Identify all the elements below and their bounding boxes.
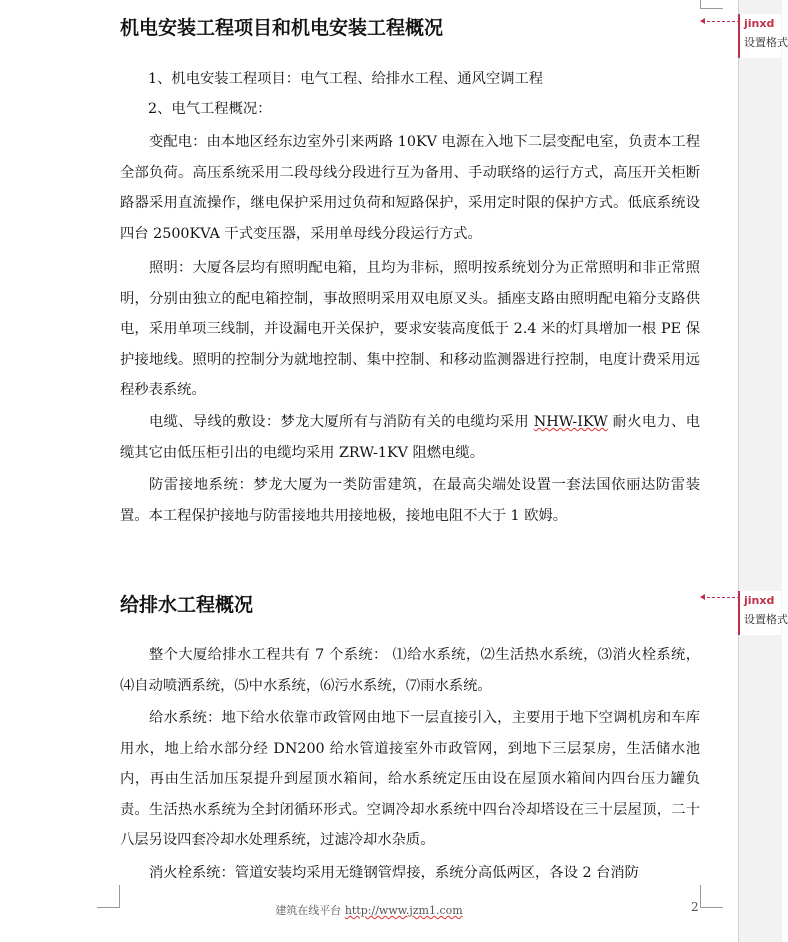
page-footer xyxy=(0,902,738,918)
cable-text-part1: 电缆、导线的敷设：梦龙大厦所有与消防有关的电缆均采用 xyxy=(149,414,534,430)
cable-text-part2: 耐火电力、电缆其它由低压柜引出的电缆均采用 ZRW-1KV 阻燃电缆。 xyxy=(120,414,701,461)
footer-site: 建筑在线平台 xyxy=(275,904,345,917)
markup-pane xyxy=(738,0,788,942)
paragraph-lighting[interactable]: 照明：大厦各层均有照明配电箱，且均为非标，照明按系统划分为正常照明和非正常照明，分别由独立的配电箱控制，事故照明采用双电原叉头。插座支路由照明配电箱分支路供电，采用单项三线制，并设漏电开关保护，要求安装高度低于 2.4 米的灯具增加一根 PE 保护接地线。照明的控制分为就地控制、集中控制、和移动监测器进行控制，电度计费采用远程秒表系统。 xyxy=(120,260,700,398)
footer-url[interactable]: http://www.jzm1.com xyxy=(344,904,463,917)
paragraph-fire-hydrant[interactable]: 消火栓系统：管道安装均采用无缝钢管焊接，系统分高低两区，各设 2 台消防 xyxy=(149,865,639,881)
comment-author: jinxd xyxy=(744,17,775,30)
crop-mark-top-right xyxy=(700,0,723,9)
comment-text: 设置格式 xyxy=(744,613,788,626)
paragraph-cables[interactable] xyxy=(120,407,700,468)
cable-code-spellcheck: NHW-IKW xyxy=(533,414,608,430)
comment-text: 设置格式 xyxy=(744,36,788,49)
comment-author: jinxd xyxy=(744,594,775,607)
paragraph-electrical-title[interactable]: 2、电气工程概况： xyxy=(148,101,272,117)
paragraph-lightning[interactable]: 防雷接地系统：梦龙大厦为一类防雷建筑，在最高尖端处设置一套法国依丽达防雷装置。本工程保护接地与防雷接地共用接地极，接地电阻不大于 1 欧姆。 xyxy=(120,477,700,524)
comment-balloon-2[interactable] xyxy=(738,591,788,635)
page-number: 2 xyxy=(691,900,699,914)
paragraph-substation[interactable]: 变配电：由本地区经东边室外引来两路 10KV 电源在入地下二层变配电室，负责本工程全部负荷。高压系统采用二段母线分段进行互为备用、手动联络的运行方式，高压开关柜断路器采用直流操作，继电保护采用过负荷和短路保护，采用定时限的保护方式。低底系统设四台 2500KVA 干式变压器，采用单母线分段运行方式。 xyxy=(120,134,700,242)
section-heading-mep[interactable]: 机电安装工程项目和机电安装工程概况 xyxy=(120,17,444,39)
section-heading-plumbing[interactable]: 给排水工程概况 xyxy=(120,594,254,616)
comment-connector xyxy=(702,597,740,598)
comment-connector xyxy=(702,21,740,22)
paragraph-project-list[interactable]: 1、机电安装工程项目：电气工程、给排水工程、通风空调工程 xyxy=(148,71,544,87)
comment-balloon-1[interactable] xyxy=(738,14,788,58)
paragraph-water-supply[interactable]: 给水系统：地下给水依靠市政管网由地下一层直接引入，主要用于地下空调机房和车库用水，地上给水部分经 DN200 给水管道接室外市政管网，到地下三层泵房，生活储水池内，再由生活加压泵提升到屋顶水箱间，给水系统定压由设在屋顶水箱间内四台压力罐负责。生活热水系统为全封闭循环形式。空调冷却水系统中四台冷却塔设在三十层屋顶，二十八层另设四套冷却水处理系统，过滤冷却水杂质。 xyxy=(120,710,700,848)
paragraph-plumbing-systems[interactable]: 整个大厦给排水工程共有 7 个系统： ⑴给水系统，⑵生活热水系统，⑶消火栓系统，⑷自动喷洒系统，⑸中水系统，⑹污水系统，⑺雨水系统。 xyxy=(120,647,700,694)
